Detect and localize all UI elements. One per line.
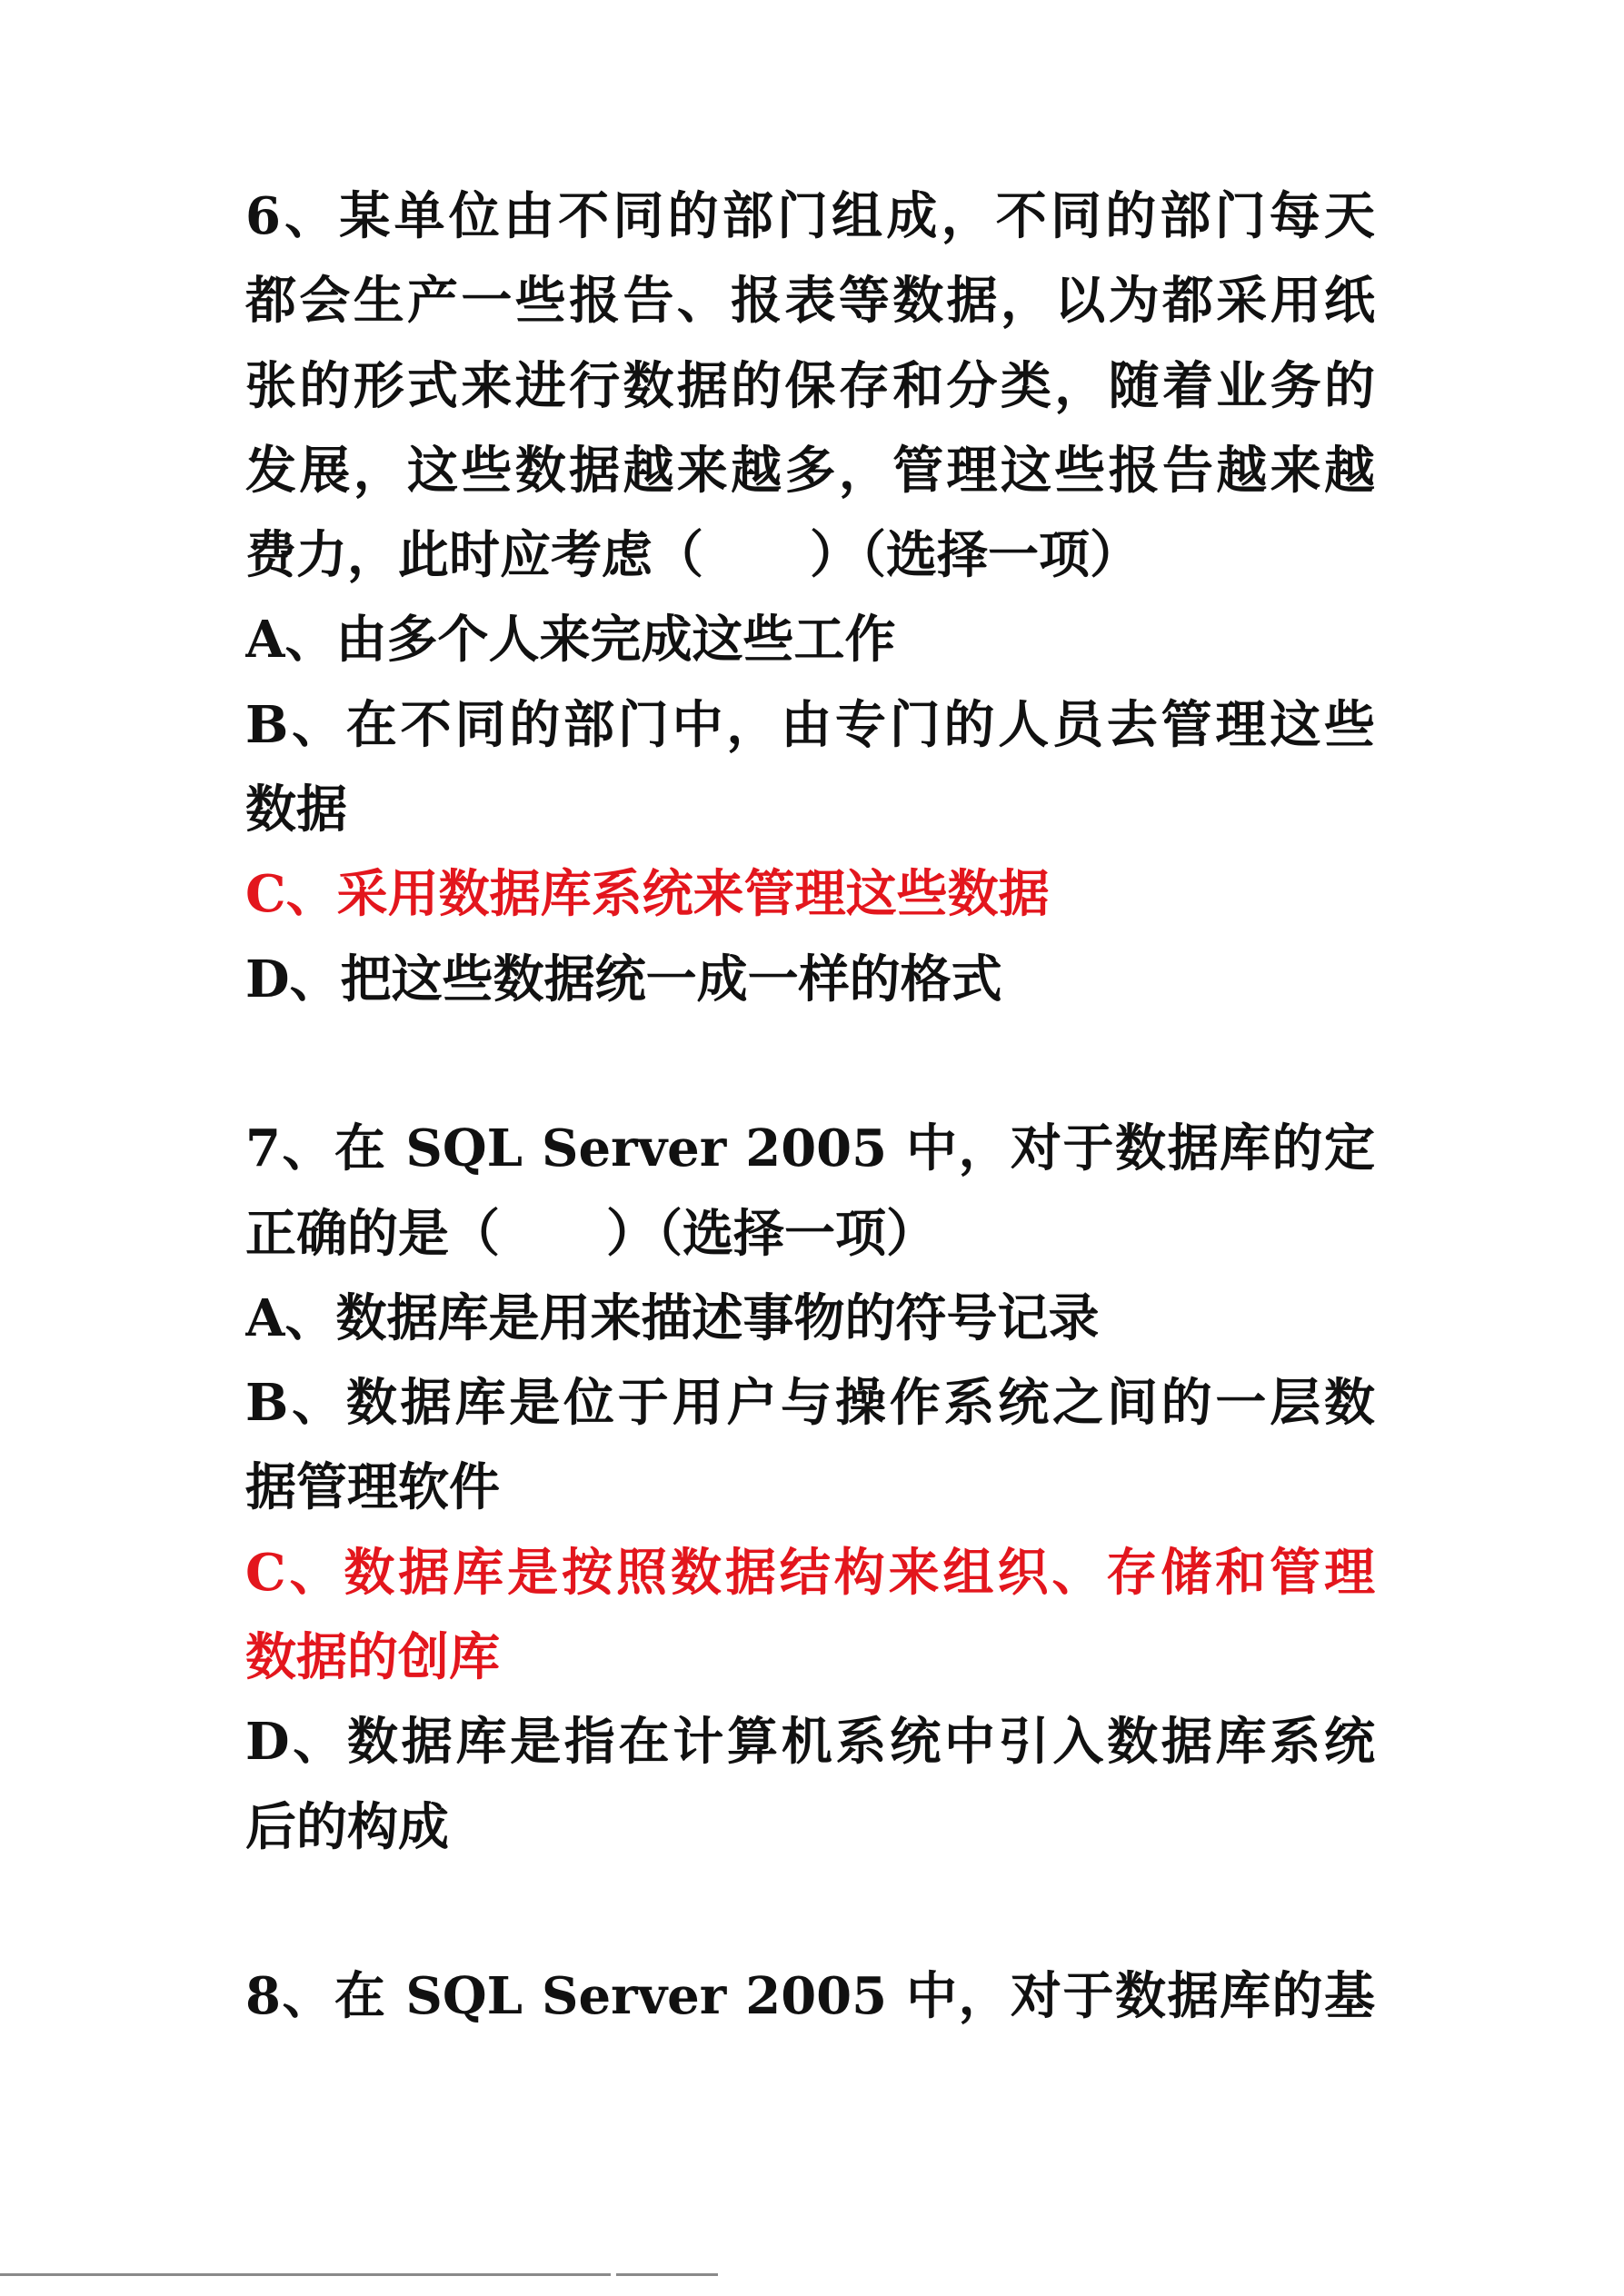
question-stem — [245, 1954, 1375, 2039]
option-a — [245, 598, 1375, 682]
stem-line: 8、在 SQL Server 2005 中，对于数据库的基 — [245, 1966, 1375, 2027]
option-line: B、数据库是位于用户与操作系统之间的一层数 — [245, 1373, 1375, 1434]
question-8 — [245, 1954, 1375, 2039]
document-body — [245, 174, 1375, 2040]
option-b — [245, 1361, 1375, 1531]
option-line: C、采用数据库系统来管理这些数据 — [245, 864, 1050, 925]
stem-line: 都会生产一些报告、报表等数据，以为都采用纸 — [245, 271, 1375, 332]
option-line: A、由多个人来完成这些工作 — [245, 610, 896, 671]
footer-rule — [0, 2273, 718, 2276]
option-a — [245, 1277, 1375, 1361]
option-line: C、数据库是按照数据结构来组织、存储和管理 — [245, 1542, 1375, 1603]
option-d — [245, 938, 1375, 1022]
stem-line: 费力，此时应考虑（ ）（选择一项） — [245, 525, 1141, 586]
option-d — [245, 1700, 1375, 1870]
option-line: A、数据库是用来描述事物的符号记录 — [245, 1287, 1100, 1348]
question-stem — [245, 1107, 1375, 1277]
option-b — [245, 683, 1375, 853]
stem-line: 张的形式来进行数据的保存和分类，随着业务的 — [245, 355, 1375, 416]
option-c-answer — [245, 1531, 1375, 1701]
option-line: 数据 — [245, 780, 347, 840]
stem-line: 6、某单位由不同的部门组成，不同的部门每天 — [245, 186, 1375, 246]
question-stem — [245, 174, 1375, 598]
option-line: 数据的创库 — [245, 1627, 500, 1688]
option-line: D、把这些数据统一成一样的格式 — [245, 949, 1002, 1009]
stem-line: 正确的是（ ）（选择一项） — [245, 1203, 937, 1264]
stem-line: 7、在 SQL Server 2005 中，对于数据库的定 — [245, 1118, 1375, 1179]
option-line: B、在不同的部门中，由专门的人员去管理这些 — [245, 694, 1375, 755]
option-c-answer — [245, 852, 1375, 937]
option-line: 据管理软件 — [245, 1457, 500, 1518]
option-line: 后的构成 — [245, 1796, 449, 1857]
question-7 — [245, 1107, 1375, 1870]
question-6 — [245, 174, 1375, 1022]
stem-line: 发展，这些数据越来越多，管理这些报告越来越 — [245, 440, 1375, 501]
option-line: D、数据库是指在计算机系统中引入数据库系统 — [245, 1712, 1375, 1773]
